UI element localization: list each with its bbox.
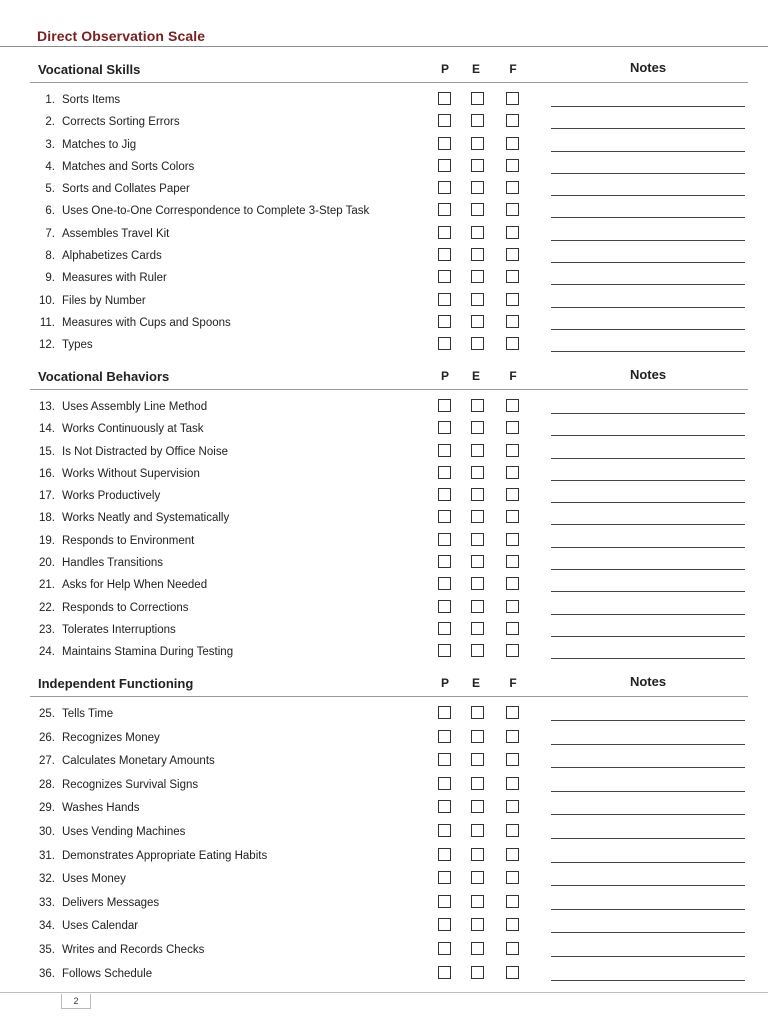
item-label: Files by Number bbox=[62, 294, 146, 307]
item-number: 25. bbox=[39, 708, 55, 720]
checkbox-p[interactable] bbox=[438, 942, 451, 955]
item-label: Measures with Ruler bbox=[62, 272, 167, 285]
item-list bbox=[0, 92, 768, 360]
item-label: Maintains Stamina During Testing bbox=[62, 646, 234, 659]
notes-line[interactable] bbox=[551, 956, 745, 957]
column-header-f: F bbox=[509, 62, 517, 76]
item-label: Tells Time bbox=[62, 708, 114, 720]
checkbox-p[interactable] bbox=[438, 895, 451, 908]
checkbox-e[interactable] bbox=[471, 92, 484, 105]
checkbox-e[interactable] bbox=[471, 918, 484, 931]
checkbox-p[interactable] bbox=[438, 510, 451, 523]
list-item bbox=[0, 824, 768, 848]
list-item bbox=[0, 315, 768, 337]
checkbox-f[interactable] bbox=[506, 622, 519, 635]
notes-line[interactable] bbox=[551, 217, 745, 218]
notes-line[interactable] bbox=[551, 329, 745, 330]
checkbox-f[interactable] bbox=[506, 466, 519, 479]
list-item bbox=[0, 918, 768, 942]
checkbox-f[interactable] bbox=[506, 421, 519, 434]
checkbox-e[interactable] bbox=[471, 293, 484, 306]
item-label: Tolerates Interruptions bbox=[62, 623, 176, 636]
list-item bbox=[0, 421, 768, 443]
column-header-p: P bbox=[440, 676, 449, 690]
checkbox-e[interactable] bbox=[471, 600, 484, 613]
list-item bbox=[0, 644, 768, 666]
list-item bbox=[0, 510, 768, 532]
notes-line[interactable] bbox=[551, 569, 745, 570]
notes-line[interactable] bbox=[551, 980, 745, 981]
list-item bbox=[0, 577, 768, 599]
notes-line[interactable] bbox=[551, 351, 745, 352]
item-number: 9. bbox=[45, 272, 55, 285]
list-item bbox=[0, 270, 768, 292]
item-number: 28. bbox=[39, 778, 55, 791]
checkbox-e[interactable] bbox=[471, 800, 484, 813]
page-title: Direct Observation Scale bbox=[37, 28, 206, 44]
item-number: 32. bbox=[39, 873, 55, 886]
checkbox-f[interactable] bbox=[506, 577, 519, 590]
checkbox-e[interactable] bbox=[471, 555, 484, 568]
list-item bbox=[0, 92, 768, 114]
column-header-e: E bbox=[471, 676, 480, 690]
item-label: Uses One-to-One Correspondence to Complete 3-Step Task bbox=[62, 205, 370, 218]
list-item bbox=[0, 248, 768, 270]
checkbox-p[interactable] bbox=[438, 337, 451, 350]
notes-line[interactable] bbox=[551, 262, 745, 263]
item-number: 17. bbox=[39, 490, 55, 503]
item-label: Uses Money bbox=[62, 873, 126, 886]
list-item bbox=[0, 730, 768, 754]
notes-line[interactable] bbox=[551, 151, 745, 152]
checkbox-e[interactable] bbox=[471, 315, 484, 328]
list-item bbox=[0, 871, 768, 895]
checkbox-e[interactable] bbox=[471, 248, 484, 261]
notes-line[interactable] bbox=[551, 862, 745, 863]
notes-line[interactable] bbox=[551, 838, 745, 839]
column-header-e: E bbox=[471, 62, 480, 76]
column-header-e: E bbox=[471, 369, 480, 383]
checkbox-p[interactable] bbox=[438, 871, 451, 884]
item-number: 8. bbox=[45, 250, 55, 263]
checkbox-e[interactable] bbox=[471, 466, 484, 479]
checkbox-e[interactable] bbox=[471, 577, 484, 590]
item-label: Matches and Sorts Colors bbox=[62, 160, 195, 173]
checkbox-p[interactable] bbox=[438, 137, 451, 150]
item-label: Assembles Travel Kit bbox=[62, 227, 170, 240]
checkbox-p[interactable] bbox=[438, 248, 451, 261]
notes-line[interactable] bbox=[551, 720, 745, 721]
section-independent-functioning bbox=[0, 676, 768, 989]
checkbox-f[interactable] bbox=[506, 248, 519, 261]
section-header bbox=[0, 676, 768, 700]
checkbox-e[interactable] bbox=[471, 871, 484, 884]
item-label: Alphabetizes Cards bbox=[62, 250, 162, 263]
item-label: Matches to Jig bbox=[62, 138, 137, 151]
list-item bbox=[0, 399, 768, 421]
notes-line[interactable] bbox=[551, 240, 745, 241]
section-title: Vocational Skills bbox=[38, 62, 141, 77]
item-number: 33. bbox=[39, 896, 55, 909]
section-vocational-behaviors bbox=[0, 369, 768, 667]
checkbox-f[interactable] bbox=[506, 800, 519, 813]
checkbox-e[interactable] bbox=[471, 488, 484, 501]
notes-line[interactable] bbox=[551, 744, 745, 745]
item-label: Measures with Cups and Spoons bbox=[62, 316, 231, 329]
checkbox-f[interactable] bbox=[506, 777, 519, 790]
checkbox-e[interactable] bbox=[471, 644, 484, 657]
notes-line[interactable] bbox=[551, 458, 745, 459]
item-label: Writes and Records Checks bbox=[62, 943, 205, 956]
item-label: Calculates Monetary Amounts bbox=[62, 755, 215, 768]
checkbox-e[interactable] bbox=[471, 226, 484, 239]
checkbox-f[interactable] bbox=[506, 942, 519, 955]
checkbox-p[interactable] bbox=[438, 488, 451, 501]
checkbox-e[interactable] bbox=[471, 510, 484, 523]
checkbox-p[interactable] bbox=[438, 315, 451, 328]
checkbox-f[interactable] bbox=[506, 92, 519, 105]
list-item bbox=[0, 137, 768, 159]
checkbox-e[interactable] bbox=[471, 137, 484, 150]
item-list bbox=[0, 706, 768, 989]
checkbox-f[interactable] bbox=[506, 533, 519, 546]
item-label: Delivers Messages bbox=[62, 896, 160, 909]
checkbox-f[interactable] bbox=[506, 315, 519, 328]
checkbox-e[interactable] bbox=[471, 824, 484, 837]
checkbox-p[interactable] bbox=[438, 600, 451, 613]
checkbox-f[interactable] bbox=[506, 159, 519, 172]
checkbox-p[interactable] bbox=[438, 730, 451, 743]
item-number: 6. bbox=[45, 205, 55, 218]
list-item bbox=[0, 555, 768, 577]
column-header-notes: Notes bbox=[629, 60, 667, 75]
checkbox-p[interactable] bbox=[438, 226, 451, 239]
item-label: Types bbox=[62, 339, 93, 352]
checkbox-p[interactable] bbox=[438, 114, 451, 127]
checkbox-e[interactable] bbox=[471, 337, 484, 350]
checkbox-p[interactable] bbox=[438, 577, 451, 590]
item-label: Responds to Corrections bbox=[62, 601, 189, 614]
checkbox-p[interactable] bbox=[438, 824, 451, 837]
list-item bbox=[0, 203, 768, 225]
item-number: 15. bbox=[39, 445, 55, 458]
item-label: Works Without Supervision bbox=[62, 467, 200, 480]
checkbox-f[interactable] bbox=[506, 824, 519, 837]
checkbox-f[interactable] bbox=[506, 181, 519, 194]
notes-line[interactable] bbox=[551, 502, 745, 503]
checkbox-e[interactable] bbox=[471, 753, 484, 766]
column-header-f: F bbox=[509, 369, 517, 383]
item-label: Works Productively bbox=[62, 490, 161, 503]
item-number: 26. bbox=[39, 731, 55, 744]
checkbox-p[interactable] bbox=[438, 293, 451, 306]
checkbox-p[interactable] bbox=[438, 966, 451, 979]
notes-line[interactable] bbox=[551, 885, 745, 886]
list-item bbox=[0, 293, 768, 315]
section-title: Vocational Behaviors bbox=[38, 369, 170, 384]
list-item bbox=[0, 337, 768, 359]
list-item bbox=[0, 181, 768, 203]
notes-line[interactable] bbox=[551, 636, 745, 637]
list-item bbox=[0, 159, 768, 181]
item-number: 31. bbox=[39, 849, 55, 862]
item-number: 14. bbox=[39, 423, 55, 436]
checkbox-f[interactable] bbox=[506, 399, 519, 412]
list-item bbox=[0, 848, 768, 872]
column-header-p: P bbox=[440, 62, 449, 76]
list-item bbox=[0, 942, 768, 966]
notes-line[interactable] bbox=[551, 284, 745, 285]
item-label: Uses Assembly Line Method bbox=[62, 401, 208, 413]
checkbox-e[interactable] bbox=[471, 444, 484, 457]
checkbox-f[interactable] bbox=[506, 706, 519, 719]
checkbox-f[interactable] bbox=[506, 203, 519, 216]
checkbox-e[interactable] bbox=[471, 270, 484, 283]
checkbox-f[interactable] bbox=[506, 337, 519, 350]
checkbox-f[interactable] bbox=[506, 444, 519, 457]
item-label: Corrects Sorting Errors bbox=[62, 116, 180, 129]
item-label: Demonstrates Appropriate Eating Habits bbox=[62, 849, 268, 862]
checkbox-p[interactable] bbox=[438, 399, 451, 412]
column-header-f: F bbox=[509, 676, 517, 690]
checkbox-e[interactable] bbox=[471, 622, 484, 635]
checkbox-e[interactable] bbox=[471, 181, 484, 194]
checkbox-p[interactable] bbox=[438, 777, 451, 790]
notes-line[interactable] bbox=[551, 791, 745, 792]
list-item bbox=[0, 622, 768, 644]
checkbox-p[interactable] bbox=[438, 753, 451, 766]
checkbox-p[interactable] bbox=[438, 706, 451, 719]
notes-line[interactable] bbox=[551, 814, 745, 815]
item-label: Recognizes Money bbox=[62, 731, 160, 744]
notes-line[interactable] bbox=[551, 932, 745, 933]
footer-divider bbox=[0, 992, 768, 993]
notes-line[interactable] bbox=[551, 767, 745, 768]
section-vocational-skills bbox=[0, 62, 768, 360]
checkbox-e[interactable] bbox=[471, 777, 484, 790]
checkbox-f[interactable] bbox=[506, 848, 519, 861]
item-label: Recognizes Survival Signs bbox=[62, 778, 199, 791]
item-number: 36. bbox=[39, 967, 55, 980]
checkbox-f[interactable] bbox=[506, 871, 519, 884]
checkbox-e[interactable] bbox=[471, 159, 484, 172]
item-number: 21. bbox=[39, 579, 55, 592]
checkbox-f[interactable] bbox=[506, 270, 519, 283]
item-label: Sorts Items bbox=[62, 94, 121, 106]
list-item bbox=[0, 706, 768, 730]
item-number: 22. bbox=[39, 601, 55, 614]
item-label: Is Not Distracted by Office Noise bbox=[62, 445, 228, 458]
item-number: 5. bbox=[45, 183, 55, 196]
notes-line[interactable] bbox=[551, 128, 745, 129]
notes-line[interactable] bbox=[551, 658, 745, 659]
checkbox-f[interactable] bbox=[506, 137, 519, 150]
page-number: 2 bbox=[61, 994, 91, 1009]
item-number: 34. bbox=[39, 920, 55, 933]
column-header-notes: Notes bbox=[629, 674, 667, 689]
item-number: 18. bbox=[39, 512, 55, 525]
checkbox-p[interactable] bbox=[438, 444, 451, 457]
checkbox-f[interactable] bbox=[506, 730, 519, 743]
item-number: 10. bbox=[39, 294, 55, 307]
list-item bbox=[0, 800, 768, 824]
list-item bbox=[0, 488, 768, 510]
list-item bbox=[0, 533, 768, 555]
notes-line[interactable] bbox=[551, 480, 745, 481]
checkbox-f[interactable] bbox=[506, 114, 519, 127]
checkbox-p[interactable] bbox=[438, 466, 451, 479]
checkbox-f[interactable] bbox=[506, 600, 519, 613]
list-item bbox=[0, 226, 768, 248]
item-number: 24. bbox=[39, 646, 55, 659]
checkbox-f[interactable] bbox=[506, 293, 519, 306]
checkbox-e[interactable] bbox=[471, 399, 484, 412]
checkbox-f[interactable] bbox=[506, 966, 519, 979]
checkbox-p[interactable] bbox=[438, 270, 451, 283]
checkbox-p[interactable] bbox=[438, 181, 451, 194]
item-number: 20. bbox=[39, 557, 55, 570]
list-item bbox=[0, 895, 768, 919]
item-label: Washes Hands bbox=[62, 802, 140, 815]
checkbox-e[interactable] bbox=[471, 966, 484, 979]
item-label: Handles Transitions bbox=[62, 557, 163, 570]
item-label: Asks for Help When Needed bbox=[62, 579, 208, 592]
checkbox-f[interactable] bbox=[506, 488, 519, 501]
item-number: 7. bbox=[45, 227, 55, 240]
item-number: 35. bbox=[39, 943, 55, 956]
checkbox-e[interactable] bbox=[471, 533, 484, 546]
item-number: 11. bbox=[39, 316, 55, 329]
notes-line[interactable] bbox=[551, 524, 745, 525]
checkbox-p[interactable] bbox=[438, 92, 451, 105]
section-header bbox=[0, 369, 768, 393]
list-item bbox=[0, 777, 768, 801]
item-number: 12. bbox=[39, 339, 55, 352]
item-label: Works Continuously at Task bbox=[62, 423, 204, 436]
item-label: Works Neatly and Systematically bbox=[62, 512, 230, 525]
list-item bbox=[0, 753, 768, 777]
list-item bbox=[0, 466, 768, 488]
item-number: 27. bbox=[39, 755, 55, 768]
notes-line[interactable] bbox=[551, 195, 745, 196]
section-divider bbox=[30, 389, 748, 390]
checkbox-p[interactable] bbox=[438, 533, 451, 546]
checkbox-e[interactable] bbox=[471, 730, 484, 743]
checkbox-p[interactable] bbox=[438, 622, 451, 635]
notes-line[interactable] bbox=[551, 614, 745, 615]
notes-line[interactable] bbox=[551, 106, 745, 107]
item-number: 29. bbox=[39, 802, 55, 815]
checkbox-f[interactable] bbox=[506, 226, 519, 239]
checkbox-p[interactable] bbox=[438, 644, 451, 657]
list-item bbox=[0, 114, 768, 136]
item-label: Sorts and Collates Paper bbox=[62, 183, 190, 196]
checkbox-f[interactable] bbox=[506, 895, 519, 908]
item-number: 4. bbox=[45, 160, 55, 173]
notes-line[interactable] bbox=[551, 591, 745, 592]
item-label: Uses Vending Machines bbox=[62, 825, 186, 838]
notes-line[interactable] bbox=[551, 547, 745, 548]
section-header bbox=[0, 62, 768, 86]
column-header-notes: Notes bbox=[629, 367, 667, 382]
list-item bbox=[0, 444, 768, 466]
checkbox-e[interactable] bbox=[471, 203, 484, 216]
item-label: Responds to Environment bbox=[62, 534, 195, 547]
checkbox-p[interactable] bbox=[438, 800, 451, 813]
item-number: 16. bbox=[39, 467, 55, 480]
checkbox-e[interactable] bbox=[471, 895, 484, 908]
checkbox-p[interactable] bbox=[438, 555, 451, 568]
notes-line[interactable] bbox=[551, 307, 745, 308]
checkbox-f[interactable] bbox=[506, 753, 519, 766]
notes-line[interactable] bbox=[551, 909, 745, 910]
item-number: 13. bbox=[39, 401, 55, 413]
item-number: 1. bbox=[45, 94, 55, 106]
checkbox-p[interactable] bbox=[438, 159, 451, 172]
checkbox-p[interactable] bbox=[438, 918, 451, 931]
section-divider bbox=[30, 696, 748, 697]
checkbox-p[interactable] bbox=[438, 421, 451, 434]
checkbox-e[interactable] bbox=[471, 706, 484, 719]
section-divider bbox=[30, 82, 748, 83]
item-number: 30. bbox=[39, 825, 55, 838]
item-label: Uses Calendar bbox=[62, 920, 139, 933]
checkbox-f[interactable] bbox=[506, 918, 519, 931]
title-divider bbox=[0, 46, 768, 47]
checkbox-f[interactable] bbox=[506, 510, 519, 523]
notes-line[interactable] bbox=[551, 413, 745, 414]
item-number: 19. bbox=[39, 534, 55, 547]
checkbox-p[interactable] bbox=[438, 203, 451, 216]
checkbox-e[interactable] bbox=[471, 421, 484, 434]
item-number: 2. bbox=[45, 116, 55, 129]
item-number: 23. bbox=[39, 623, 55, 636]
notes-line[interactable] bbox=[551, 173, 745, 174]
checkbox-f[interactable] bbox=[506, 555, 519, 568]
checkbox-p[interactable] bbox=[438, 848, 451, 861]
section-title: Independent Functioning bbox=[38, 676, 194, 691]
notes-line[interactable] bbox=[551, 435, 745, 436]
item-list bbox=[0, 399, 768, 667]
list-item bbox=[0, 966, 768, 990]
checkbox-e[interactable] bbox=[471, 942, 484, 955]
list-item bbox=[0, 600, 768, 622]
item-number: 3. bbox=[45, 138, 55, 151]
column-header-p: P bbox=[440, 369, 449, 383]
checkbox-f[interactable] bbox=[506, 644, 519, 657]
item-label: Follows Schedule bbox=[62, 967, 153, 980]
checkbox-e[interactable] bbox=[471, 848, 484, 861]
checkbox-e[interactable] bbox=[471, 114, 484, 127]
